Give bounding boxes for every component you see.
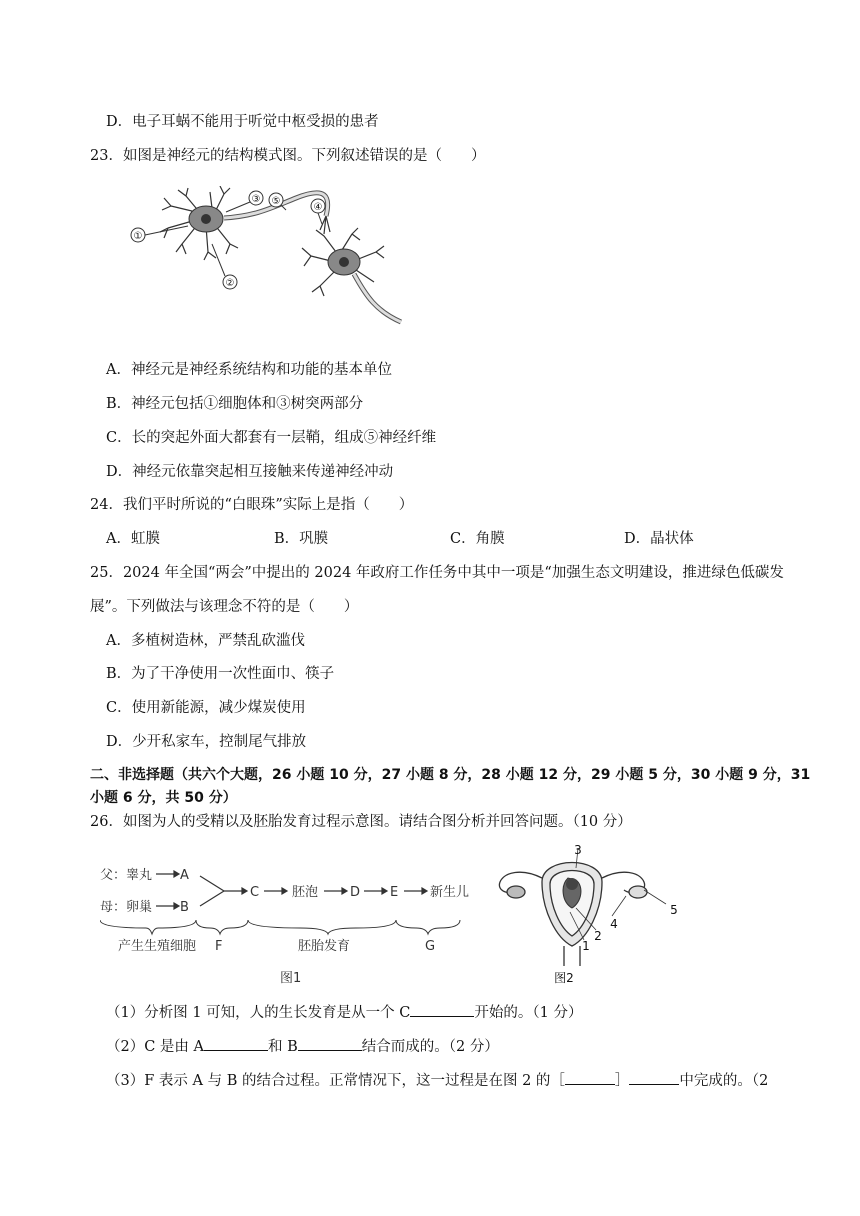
- section-2-heading-line1: 二、非选择题（共六个大题，26 小题 10 分，27 小题 8 分，28 小题 12 分，29 小题 5 分，30 小题 9 分，31: [90, 767, 811, 783]
- section-2-heading-line2: 小题 6 分，共 50 分）: [90, 790, 237, 806]
- fig2-label-4: 4: [610, 917, 618, 931]
- q26-sub2: [106, 1036, 499, 1057]
- q26-sub2-blank-b[interactable]: [298, 1036, 362, 1051]
- q26-sub3-text: （3）F 表示 A 与 B 的结合过程。正常情况下，这一过程是在图 2 的［: [106, 1073, 565, 1089]
- q26-sub1-blank[interactable]: [410, 1002, 474, 1017]
- fig1-G: G: [425, 939, 436, 954]
- q26-sub3: [106, 1070, 768, 1091]
- fig2-label-2: 2: [594, 929, 602, 943]
- fig1-mother: 母：卵巢: [100, 900, 153, 915]
- q26-sub2-text: （2）C 是由 A: [106, 1039, 205, 1055]
- fig2-caption: 图2: [554, 971, 574, 985]
- fig1-C: C: [250, 885, 260, 900]
- q23-option-c: C．长的突起外面大都套有一层鞘，组成⑤神经纤维: [106, 430, 437, 446]
- q23-stem: 23．如图是神经元的结构模式图。下列叙述错误的是（ ）: [90, 148, 486, 164]
- q25-option-b: B．为了干净使用一次性面巾、筷子: [106, 666, 335, 682]
- q26-sub2-tail: 结合而成的。（2 分）: [361, 1039, 499, 1055]
- q26-sub1-tail: 开始的。（1 分）: [474, 1005, 583, 1021]
- q24-option-b: B．巩膜: [274, 531, 329, 547]
- q26-stem: 26．如图为人的受精以及胚胎发育过程示意图。请结合图分析并回答问题。（10 分）: [90, 814, 632, 830]
- q26-sub3-tail: 中完成的。（2: [679, 1073, 769, 1089]
- fig1-D: D: [350, 885, 361, 900]
- q24-option-a: A．虹膜: [106, 531, 160, 547]
- fig1-F: F: [215, 939, 223, 954]
- q25-option-d: D．少开私家车，控制尾气排放: [106, 734, 307, 750]
- neuron-label-3: ③: [251, 194, 261, 205]
- q24-option-c: C．角膜: [450, 531, 505, 547]
- q23-option-b: B．神经元包括①细胞体和③树突两部分: [106, 396, 364, 412]
- fig2-label-1: 1: [582, 939, 590, 953]
- q25-stem-line2: 展”。下列做法与该理念不符的是（ ）: [90, 599, 359, 615]
- neuron-label-4: ④: [313, 202, 323, 213]
- q26-sub3-blank-number[interactable]: [565, 1070, 615, 1085]
- q26-sub1-text: （1）分析图 1 可知，人的生长发育是从一个 C: [106, 1005, 411, 1021]
- neuron-figure: [126, 186, 416, 336]
- fig2-label-3: 3: [574, 843, 582, 857]
- fig2-label-5: 5: [670, 903, 678, 917]
- neuron-label-2: ②: [225, 278, 235, 289]
- uterus-figure: [492, 842, 692, 986]
- fig1-E: E: [390, 885, 399, 900]
- fig1-newborn: 新生儿: [430, 885, 470, 900]
- q23-option-d: D．神经元依靠突起相互接触来传递神经冲动: [106, 464, 394, 480]
- q26-sub1: [106, 1002, 582, 1023]
- neuron-label-1: ①: [133, 231, 143, 242]
- q25-stem-line1: 25．2024 年全国“两会”中提出的 2024 年政府工作任务中其中一项是“加强生态文明建设，推进绿色低碳发: [90, 565, 784, 581]
- fig1-A: A: [180, 868, 189, 883]
- fertilization-flow-figure: [100, 856, 510, 986]
- q23-option-a: A．神经元是神经系统结构和功能的基本单位: [106, 362, 392, 378]
- fig1-B: B: [180, 900, 189, 915]
- q24-option-d: D．晶状体: [624, 531, 694, 547]
- q26-sub2-mid: 和 B: [268, 1039, 298, 1055]
- q25-option-c: C．使用新能源，减少煤炭使用: [106, 700, 306, 716]
- q26-sub2-blank-a[interactable]: [204, 1036, 268, 1051]
- fig1-father: 父：睾丸: [100, 868, 153, 883]
- q22-option-d: D．电子耳蜗不能用于听觉中枢受损的患者: [106, 114, 379, 130]
- fig1-caption: 图1: [280, 971, 302, 986]
- neuron-label-5: ⑤: [271, 196, 281, 207]
- q25-option-a: A．多植树造林，严禁乱砍滥伐: [106, 633, 305, 649]
- fig1-brace-embryo: 胚胎发育: [298, 939, 351, 954]
- q26-sub3-blank-name[interactable]: [629, 1070, 679, 1085]
- fig1-brace-germ-cells: 产生生殖细胞: [118, 939, 197, 954]
- q24-stem: 24．我们平时所说的“白眼珠”实际上是指（ ）: [90, 497, 414, 513]
- q26-sub3-mid: ］: [614, 1073, 630, 1089]
- fig1-blastocyst: 胚泡: [292, 885, 319, 900]
